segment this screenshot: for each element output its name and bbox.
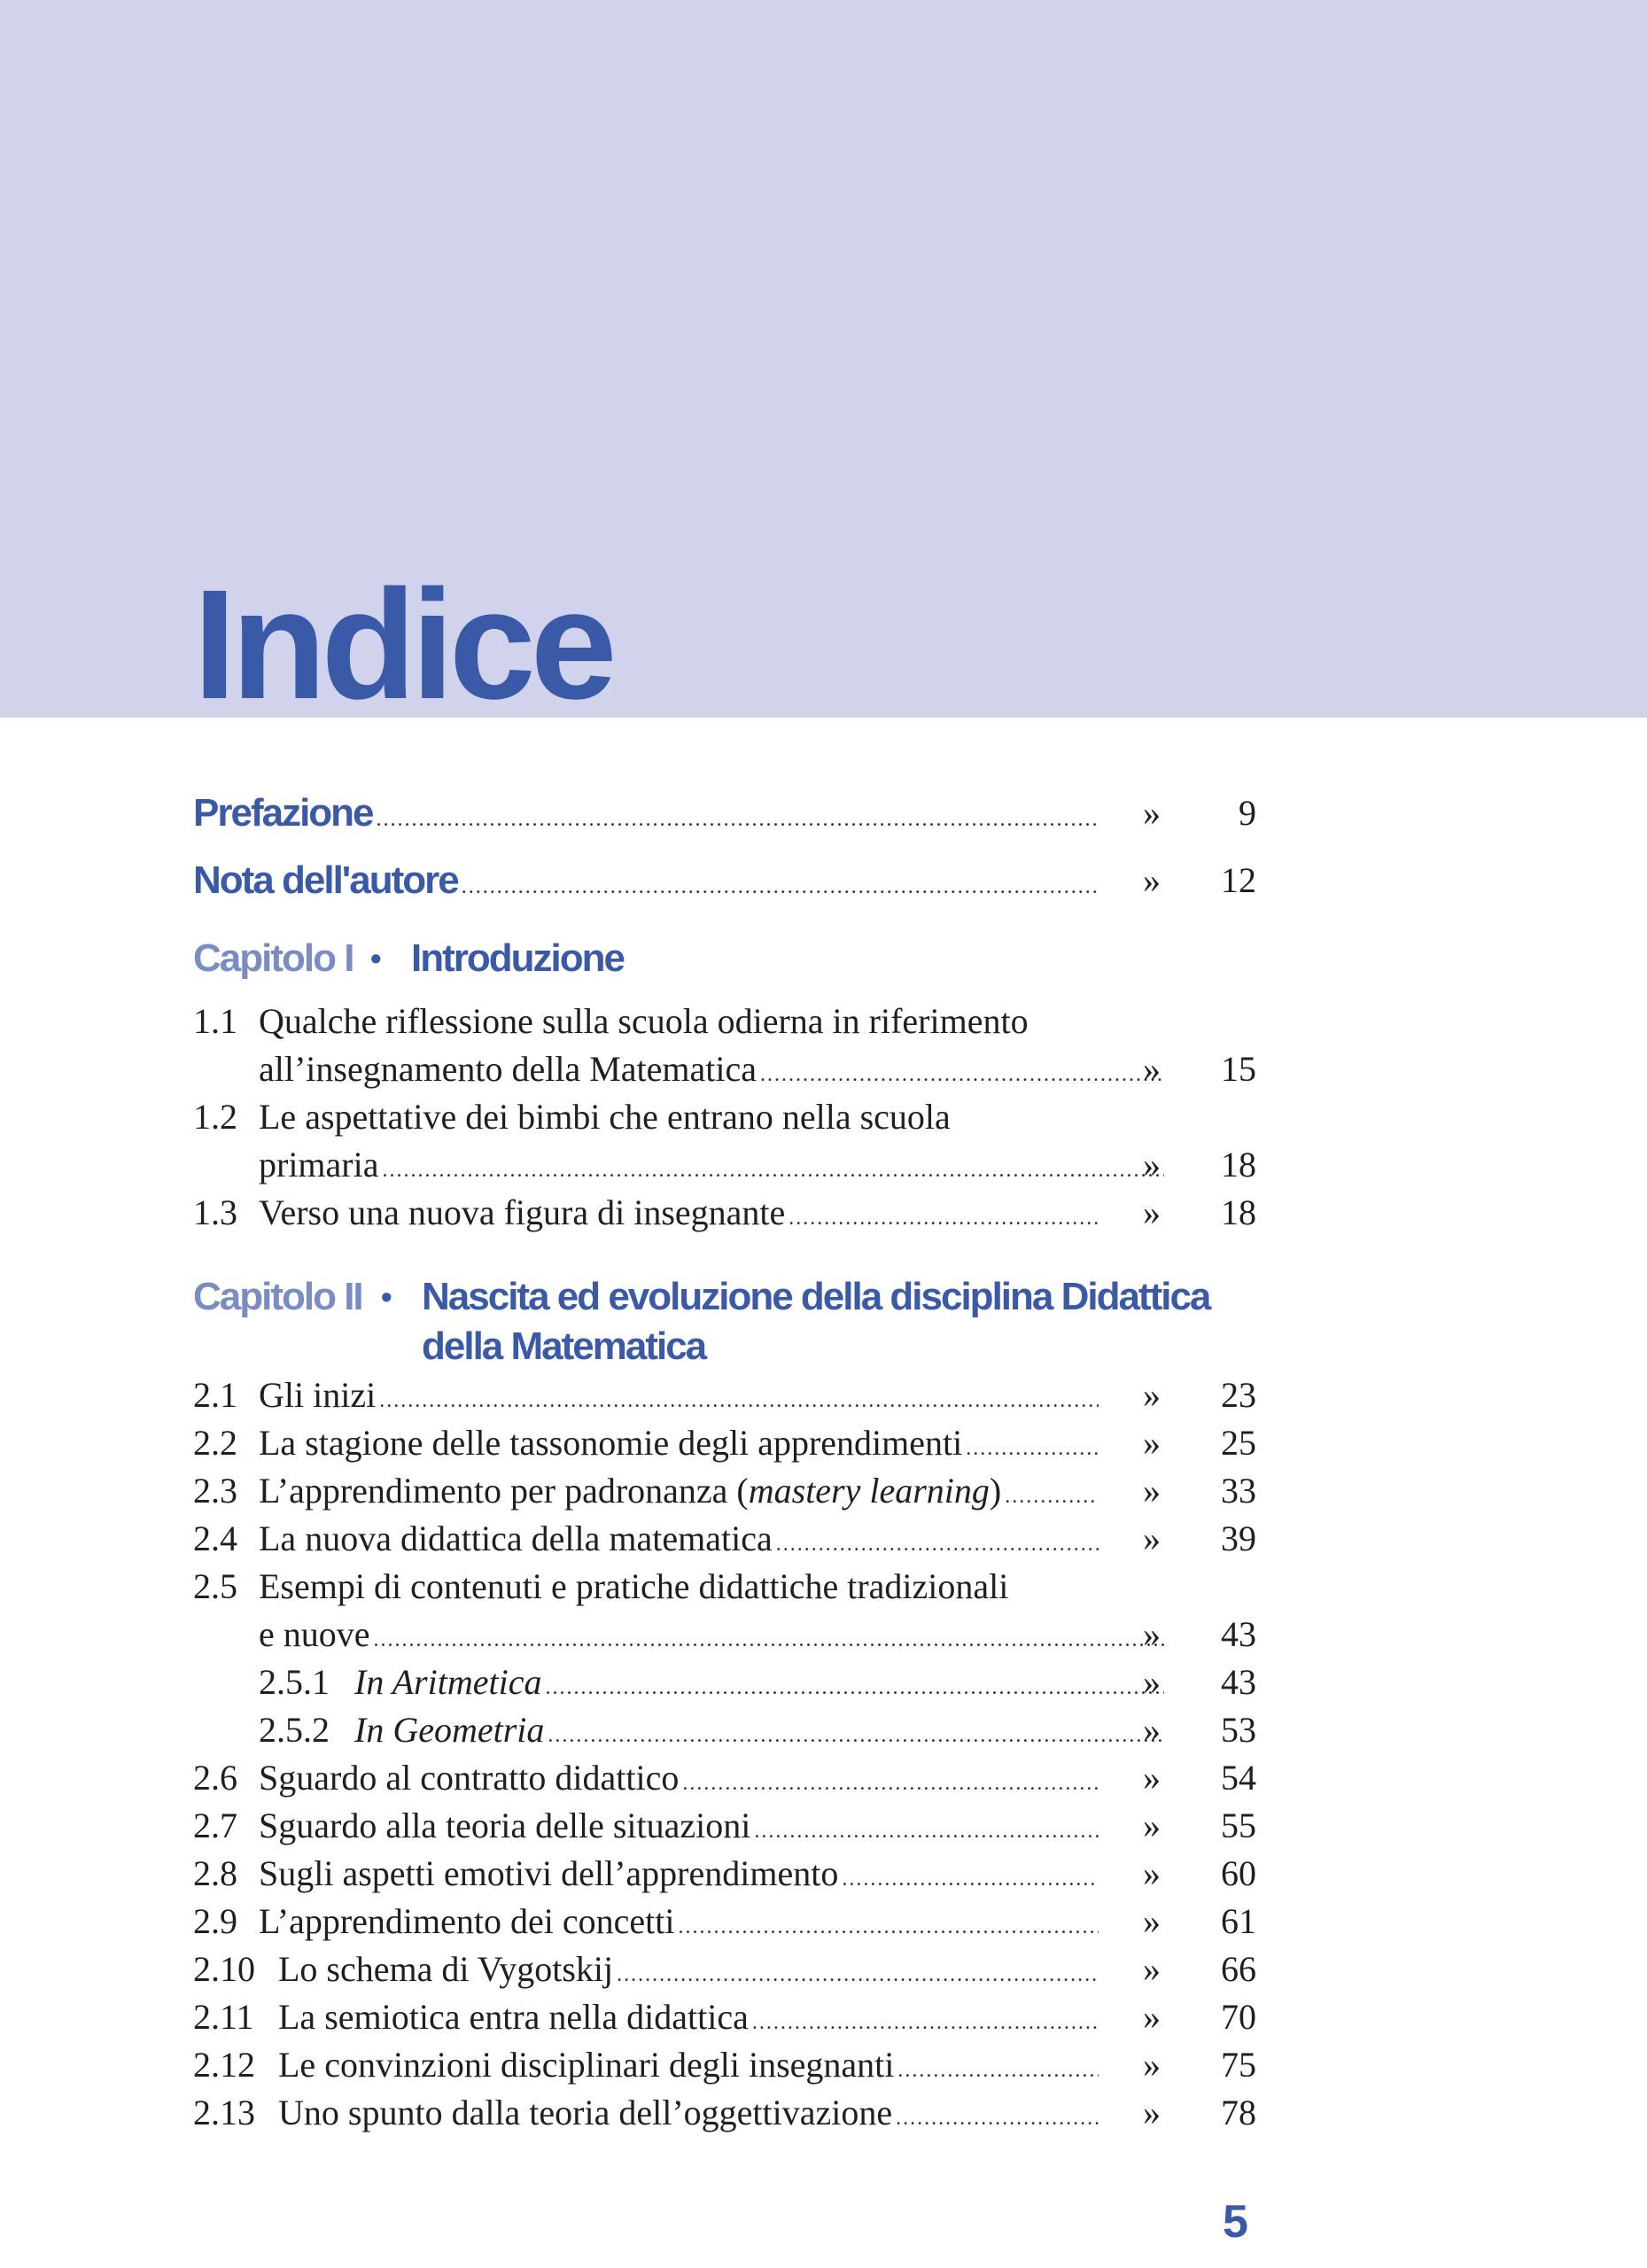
entry-title: Sugli aspetti emotivi dell’apprendimento: [259, 1853, 839, 1893]
entry-title-a: L’apprendimento per padronanza (: [259, 1471, 749, 1511]
entry-number: 2.8: [193, 1853, 237, 1893]
page-ref: 70: [1221, 1997, 1256, 2037]
page-ref: 23: [1221, 1375, 1256, 1415]
table-of-contents: [193, 780, 1256, 2137]
toc-entry-2-12[interactable]: [193, 2041, 1256, 2089]
page-marker: »: [1143, 1145, 1161, 1184]
entry-title: La stagione delle tassonomie degli apprendimenti: [259, 1423, 963, 1463]
entry-title-cont: e nuove: [259, 1614, 370, 1654]
chapter-title-line2: della Matematica: [422, 1324, 706, 1368]
toc-entry-1-3[interactable]: [193, 1189, 1256, 1237]
entry-number: 2.1: [193, 1375, 237, 1415]
toc-entry-prefazione[interactable]: [193, 780, 1256, 847]
page-ref: 53: [1221, 1710, 1256, 1750]
page-marker: »: [1143, 2093, 1161, 2132]
entry-number: 2.12: [193, 2045, 255, 2085]
toc-entry-1-2-cont[interactable]: [193, 1141, 1256, 1189]
page-ref: 60: [1221, 1853, 1256, 1893]
toc-entry-2-8[interactable]: [193, 1850, 1256, 1898]
page-ref: 66: [1221, 1949, 1256, 1989]
page-ref: 33: [1221, 1471, 1256, 1511]
entry-number: 2.5.2: [259, 1710, 330, 1750]
page-ref: 61: [1221, 1901, 1256, 1941]
toc-entry-2-1[interactable]: [193, 1371, 1256, 1419]
page-marker: »: [1143, 1423, 1161, 1463]
toc-entry-2-4[interactable]: [193, 1515, 1256, 1563]
entry-number: 2.13: [193, 2093, 255, 2132]
page-marker: »: [1143, 1662, 1161, 1702]
entry-number: 2.5: [193, 1566, 237, 1606]
toc-entry-2-3[interactable]: [193, 1467, 1256, 1515]
entry-title: Verso una nuova figura di insegnante: [259, 1192, 786, 1232]
entry-number: 2.6: [193, 1758, 237, 1798]
page-marker: »: [1143, 1471, 1161, 1511]
chapter-heading-2: [193, 1272, 1256, 1371]
page-marker: »: [1143, 1518, 1161, 1558]
entry-number: 2.5.1: [259, 1662, 330, 1702]
toc-entry-2-6[interactable]: [193, 1754, 1256, 1802]
entry-title: Esempi di contenuti e pratiche didattiche tradizionali: [259, 1566, 1009, 1606]
page-marker: »: [1143, 1049, 1161, 1089]
page-ref: 9: [1239, 793, 1256, 833]
toc-entry-2-5-2[interactable]: [193, 1706, 1256, 1754]
page-ref: 43: [1221, 1614, 1256, 1654]
entry-title-cont: primaria: [259, 1145, 379, 1184]
toc-entry-2-11[interactable]: [193, 1993, 1256, 2041]
entry-title: Prefazione: [193, 791, 373, 835]
entry-title: Nota dell'autore: [193, 858, 458, 902]
entry-title: Sguardo al contratto didattico: [259, 1758, 680, 1798]
page-ref: 39: [1221, 1518, 1256, 1558]
page-title: Indice: [193, 558, 612, 732]
chapter-bullet: •: [370, 940, 380, 976]
page-marker: »: [1143, 1758, 1161, 1798]
entry-title-b: ): [989, 1471, 1002, 1511]
toc-entry-2-13[interactable]: [193, 2089, 1256, 2137]
toc-entry-2-5-1[interactable]: [193, 1658, 1256, 1706]
entry-number: 2.2: [193, 1423, 237, 1463]
toc-entry-2-5[interactable]: [193, 1563, 1256, 1611]
chapter-label: Capitolo II: [193, 1275, 362, 1318]
entry-title: La semiotica entra nella didattica: [278, 1997, 749, 2037]
entry-number: 2.7: [193, 1806, 237, 1845]
page-ref: 54: [1221, 1758, 1256, 1798]
page-ref: 18: [1221, 1145, 1256, 1184]
page-marker: »: [1143, 1375, 1161, 1415]
entry-title: Le convinzioni disciplinari degli insegnanti: [278, 2045, 895, 2085]
page-marker: »: [1143, 2045, 1161, 2085]
page-ref: 18: [1221, 1192, 1256, 1232]
page-number: 5: [1223, 2196, 1248, 2248]
entry-number: 2.4: [193, 1518, 237, 1558]
entry-title: Qualche riflessione sulla scuola odierna in riferimento: [259, 1001, 1029, 1041]
entry-number: 2.10: [193, 1949, 255, 1989]
toc-entry-2-10[interactable]: [193, 1946, 1256, 1993]
page-marker: »: [1143, 1710, 1161, 1750]
toc-entry-2-7[interactable]: [193, 1802, 1256, 1850]
page-marker: »: [1143, 1806, 1161, 1845]
page-marker: »: [1143, 1997, 1161, 2037]
chapter-label: Capitolo I: [193, 936, 353, 980]
entry-number: 2.11: [193, 1997, 254, 2037]
entry-title: Gli inizi: [259, 1375, 377, 1415]
chapter-bullet: •: [381, 1278, 391, 1315]
page-ref: 25: [1221, 1423, 1256, 1463]
toc-entry-2-5-cont[interactable]: [193, 1611, 1256, 1658]
entry-title: In Aritmetica: [354, 1662, 542, 1702]
page-marker: »: [1143, 1614, 1161, 1654]
entry-title-cont: all’insegnamento della Matematica: [259, 1049, 757, 1089]
entry-number: 1.3: [193, 1192, 237, 1232]
toc-entry-2-9[interactable]: [193, 1898, 1256, 1946]
chapter-title-line1: Nascita ed evoluzione della disciplina Didattica: [422, 1275, 1210, 1318]
entry-title: Sguardo alla teoria delle situazioni: [259, 1806, 751, 1845]
page-marker: »: [1143, 1192, 1161, 1232]
entry-title-italic: mastery learning: [748, 1471, 990, 1511]
page-ref: 55: [1221, 1806, 1256, 1845]
page-ref: 15: [1221, 1049, 1256, 1089]
entry-title: In Geometria: [354, 1710, 545, 1750]
page-marker: »: [1143, 1901, 1161, 1941]
entry-number: 1.2: [193, 1097, 237, 1137]
page-ref: 12: [1221, 860, 1256, 900]
entry-title: L’apprendimento dei concetti: [259, 1901, 675, 1941]
toc-entry-1-1[interactable]: [193, 998, 1256, 1045]
entry-title: Uno spunto dalla teoria dell’oggettivazione: [278, 2093, 893, 2132]
chapter-title: Introduzione: [411, 936, 624, 980]
toc-entry-1-1-cont[interactable]: [193, 1045, 1256, 1093]
entry-title: Le aspettative dei bimbi che entrano nella scuola: [259, 1097, 951, 1137]
toc-entry-nota-autore[interactable]: [193, 847, 1256, 914]
entry-title: La nuova didattica della matematica: [259, 1518, 773, 1558]
chapter-heading-1: [193, 934, 1256, 983]
entry-title: Lo schema di Vygotskij: [278, 1949, 614, 1989]
page-marker: »: [1143, 793, 1161, 833]
page-ref: 43: [1221, 1662, 1256, 1702]
entry-number: 2.9: [193, 1901, 237, 1941]
toc-entry-2-2[interactable]: [193, 1419, 1256, 1467]
entry-number: 2.3: [193, 1471, 237, 1511]
page-marker: »: [1143, 860, 1161, 900]
entry-number: 1.1: [193, 1001, 237, 1041]
page-ref: 75: [1221, 2045, 1256, 2085]
page-marker: »: [1143, 1949, 1161, 1989]
toc-entry-1-2[interactable]: [193, 1093, 1256, 1141]
page-ref: 78: [1221, 2093, 1256, 2132]
page-marker: »: [1143, 1853, 1161, 1893]
